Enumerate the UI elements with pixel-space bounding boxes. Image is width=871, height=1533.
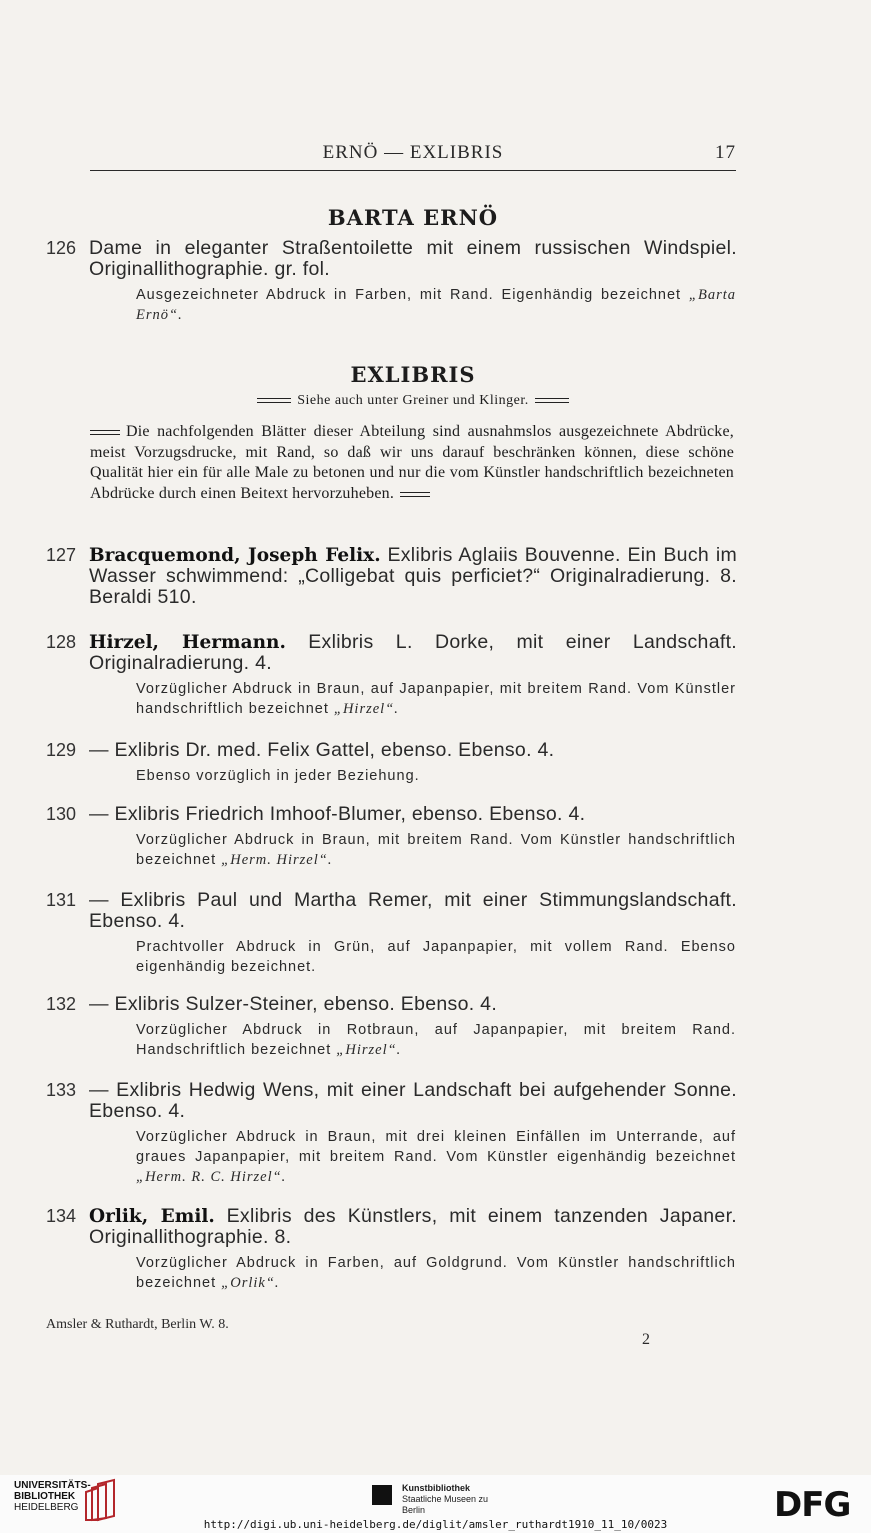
page-number: 17 <box>715 142 736 163</box>
kb-subtitle: Staatliche Museen zu Berlin <box>402 1494 489 1515</box>
catalog-entry-128 <box>0 632 871 719</box>
double-rule <box>400 492 430 497</box>
entry-signature: „Hirzel“. <box>336 1042 402 1058</box>
entry-note: Ebenso vorzüglich in jeder Beziehung. <box>136 768 420 784</box>
entry-note: Vorzüglicher Abdruck in Braun, mit breitem Rand. Vom Künstler handschriftlich bezeichnet „Herm. Hirzel“. <box>136 832 736 868</box>
entry-number: 129 <box>46 740 77 760</box>
running-head <box>90 142 736 171</box>
section-title-barta: BARTA ERNÖ <box>327 205 499 230</box>
section-intro: Die nachfolgenden Blätter dieser Abteilung sind ausnahmslos ausgezeichnete Abdrücke, meist Vorzugsdrucke, mit Rand, so daß wir uns darauf beschränken können, diese schöne Qualität hier ein für alle Male zu betonen und nur die vom Künstler handschriftlich bezeichneten Abdrücke durch einen Beitext hervorzuheben. <box>90 423 734 502</box>
catalog-entry-129 <box>0 740 871 786</box>
entry-number: 126 <box>46 238 77 258</box>
entry-number: 133 <box>46 1080 77 1100</box>
entry-description: — Exlibris Dr. med. Felix Gattel, ebenso. Ebenso. 4. <box>89 739 555 761</box>
entry-number: 132 <box>46 994 77 1014</box>
entry-number: 134 <box>46 1206 77 1226</box>
printer-imprint: Amsler & Ruthardt, Berlin W. 8. <box>46 1317 229 1332</box>
kunstbibliothek-logo[interactable] <box>372 1482 512 1515</box>
entry-note: Vorzüglicher Abdruck in Rotbraun, auf Japanpapier, mit breitem Rand. Handschriftlich bezeichnet „Hirzel“. <box>136 1022 736 1058</box>
double-rule <box>535 398 569 403</box>
double-rule <box>90 430 120 435</box>
catalog-entry-127 <box>0 545 871 608</box>
ub-emblem-icon <box>76 1478 120 1522</box>
entry-note: Vorzüglicher Abdruck in Braun, auf Japanpapier, mit breitem Rand. Vom Künstler handschriftlich bezeichnet „Hirzel“. <box>136 681 736 717</box>
catalog-entry-130 <box>0 804 871 870</box>
see-also-note: Siehe auch unter Greiner und Klinger. <box>90 393 736 409</box>
catalog-entry-132 <box>0 994 871 1060</box>
catalog-entry-131 <box>0 890 871 977</box>
entry-artist: Hirzel, Hermann. <box>89 632 286 653</box>
entry-number: 128 <box>46 632 77 652</box>
permalink-url[interactable]: http://digi.ub.uni-heidelberg.de/diglit/amsler_ruthardt1910_11_10/0023 <box>203 1518 668 1531</box>
section-title-exlibris: EXLIBRIS <box>350 362 476 387</box>
entry-description: Orlik, Emil. Exlibris des Künstlers, mit einem tanzenden Japaner. Originallithographie. 8. <box>89 1205 738 1248</box>
running-head-title: ERNÖ — EXLIBRIS <box>322 142 504 163</box>
catalog-entry-134 <box>0 1206 871 1293</box>
entry-artist: Orlik, Emil. <box>89 1206 215 1227</box>
entry-number: 131 <box>46 890 77 910</box>
entry-number: 127 <box>46 545 77 565</box>
entry-note: Prachtvoller Abdruck in Grün, auf Japanpapier, mit vollem Rand. Ebenso eigenhändig bezeichnet. <box>136 939 736 975</box>
ub-line-2: BIBLIOTHEK <box>14 1491 76 1502</box>
double-rule <box>257 398 291 403</box>
ub-line-1: UNIVERSITÄTS- <box>14 1480 91 1491</box>
entry-description: — Exlibris Friedrich Imhoof-Blumer, ebenso. Ebenso. 4. <box>89 803 586 825</box>
entry-signature: „Herm. Hirzel“. <box>221 852 333 868</box>
kb-title: Kunstbibliothek <box>402 1483 470 1493</box>
catalog-entry-126 <box>0 238 871 325</box>
entry-description: Hirzel, Hermann. Exlibris L. Dorke, mit einer Landschaft. Originalradierung. 4. <box>89 631 738 674</box>
entry-signature: „Hirzel“. <box>333 701 399 717</box>
entry-note: Vorzüglicher Abdruck in Braun, mit drei kleinen Einfällen im Unterrande, auf graues Japanpapier, mit breitem Rand. Vom Künstler eigenhändig bezeichnet „Herm. R. C. Hirzel“. <box>136 1129 736 1185</box>
catalog-entry-133 <box>0 1080 871 1187</box>
entry-description: — Exlibris Sulzer-Steiner, ebenso. Ebenso. 4. <box>89 993 498 1015</box>
entry-description: — Exlibris Paul und Martha Remer, mit einer Stimmungslandschaft. Ebenso. 4. <box>89 889 737 932</box>
entry-description: Bracquemond, Joseph Felix. Exlibris Aglaiis Bouvenne. Ein Buch im Wasser schwimmend: „Colligebat quis perficiet?“ Originalradierung. 8. Beraldi 510. <box>89 544 737 608</box>
entry-note: Vorzüglicher Abdruck in Farben, auf Goldgrund. Vom Künstler handschriftlich bezeichnet „Orlik“. <box>136 1255 736 1291</box>
dfg-logo[interactable]: DFG <box>774 1485 851 1525</box>
entry-description: Dame in eleganter Straßentoilette mit einem russischen Windspiel. Originallithographie. gr. fol. <box>89 237 737 280</box>
ub-line-3: HEIDELBERG <box>14 1502 79 1513</box>
signature-mark: 2 <box>642 1331 650 1348</box>
entry-signature: „Herm. R. C. Hirzel“. <box>136 1169 287 1185</box>
entry-number: 130 <box>46 804 77 824</box>
entry-signature: „Orlik“. <box>221 1275 280 1291</box>
kunstbibliothek-emblem-icon <box>372 1485 392 1505</box>
entry-note: Ausgezeichneter Abdruck in Farben, mit Rand. Eigenhändig bezeichnet „Barta Ernö“. <box>136 287 736 323</box>
entry-artist: Bracquemond, Joseph Felix. <box>89 545 381 566</box>
entry-signature: „Barta Ernö“. <box>136 287 736 323</box>
entry-description: — Exlibris Hedwig Wens, mit einer Landschaft bei aufgehender Sonne. Ebenso. 4. <box>89 1079 737 1122</box>
